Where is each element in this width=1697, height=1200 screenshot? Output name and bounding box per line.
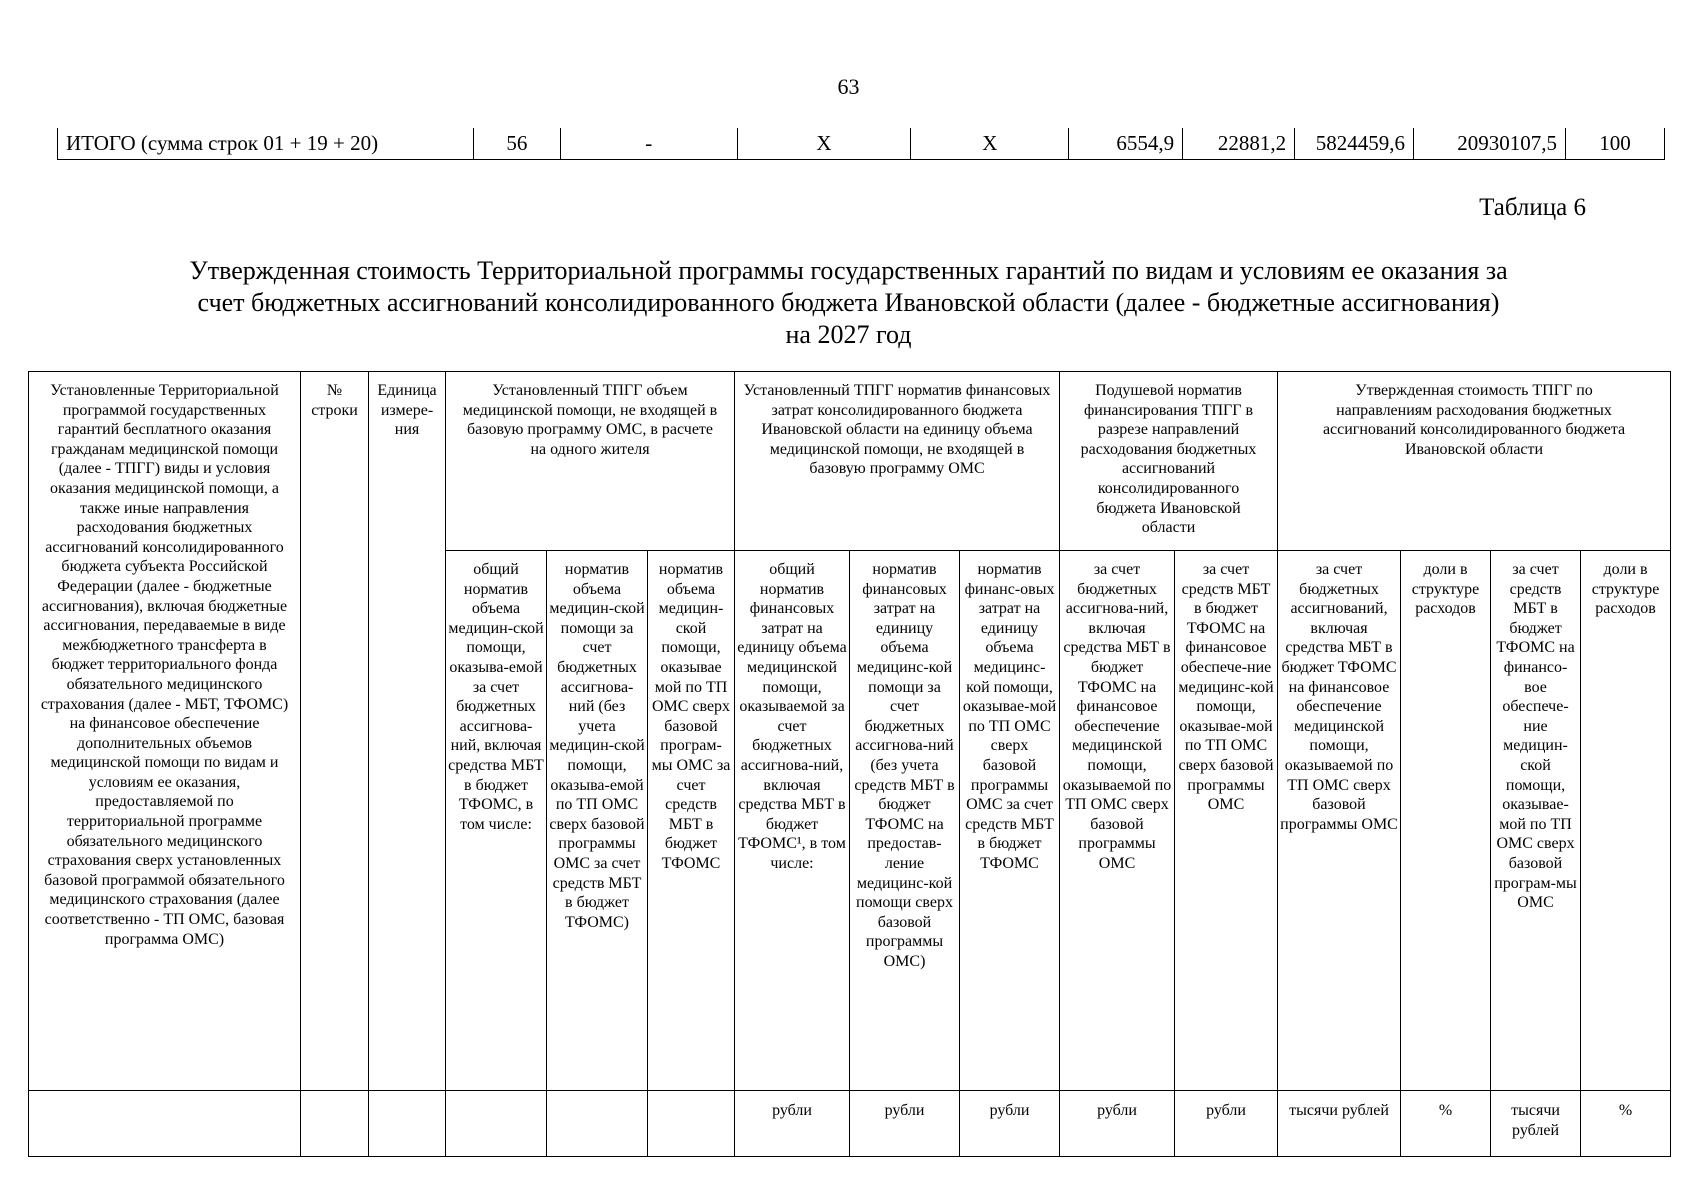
subheader-cell: за счет бюджетных ассигнований, включая средства МБТ в бюджет ТФОМС на финансовое обеспечение медицинской помощи, оказываемой по ТП ОМС сверх базовой программы ОМС [1278, 551, 1401, 1091]
units-row [29, 1091, 1671, 1157]
cost-table [28, 371, 1671, 1157]
total-cell: 100 [1565, 128, 1664, 160]
subheader-cell: норматив финансовых затрат на единицу объема медицинс-кой помощи за счет бюджетных ассигнова-ний (без учета средств МБТ в бюджет ТФОМС на предостав-ление медицинс-кой помощи сверх базовой программы ОМС) [850, 551, 960, 1091]
unit-cell: рубли [850, 1091, 960, 1157]
header-kinds-of-care: Установленные Территориальной программой государственных гарантий бесплатного оказания гражданам медицинской помощи (далее - ТПГГ) виды и условия оказания медицинской помощи, а также иные направления расходования бюджетных ассигнований консолидированного бюджета субъекта Российской Федерации (далее - бюджетные ассигнования), включая бюджетные ассигнования, передаваемые в виде межбюджетного трансферта в бюджет территориального фонда обязательного медицинского страхования (далее - МБТ, ТФОМС) на финансовое обеспечение дополнительных объемов медицинской помощи по видам и условиям ее оказания, предоставляемой по территориальной программе обязательного медицинского страхования сверх установленных базовой программой обязательного медицинского страхования (далее соответственно - ТП ОМС, базовая программа ОМС) [29, 372, 301, 1091]
table-title [60, 255, 1637, 351]
header-cost-norm: Установленный ТПГГ норматив финансовых затрат консолидированного бюджета Ивановской области на единицу объема медицинской помощи, не входящей в базовую программу ОМС [735, 372, 1060, 551]
unit-cell [446, 1091, 547, 1157]
subheader-cell: за счет бюджетных ассигнова-ний, включая средства МБТ в бюджет ТФОМС на финансовое обеспечение медицинской помощи, оказываемой по ТП ОМС сверх базовой программы ОМС [1060, 551, 1175, 1091]
subheader-cell: за счет средств МБТ в бюджет ТФОМС на финансовое обеспече-ние медицинс-кой помощи, оказывае-мой по ТП ОМС сверх базовой программы ОМС [1175, 551, 1278, 1091]
unit-cell: рубли [1060, 1091, 1175, 1157]
title-line: на 2027 год [785, 320, 912, 349]
total-cell: X [911, 128, 1069, 160]
total-cell: 5824459,6 [1295, 128, 1414, 160]
unit-cell [648, 1091, 735, 1157]
subheader-cell: общий норматив финансовых затрат на единицу объема медицинской помощи, оказываемой за счет бюджетных ассигнова-ний, включая средства МБТ в бюджет ТФОМС¹, в том числе: [735, 551, 850, 1091]
total-cell: 20930107,5 [1414, 128, 1566, 160]
subheader-cell: общий норматив объема медицин-ской помощи, оказыва-емой за счет бюджетных ассигнова-ний, включая средства МБТ в бюджет ТФОМС, в том числе: [446, 551, 547, 1091]
total-cell: X [737, 128, 911, 160]
unit-cell: тысячи рублей [1278, 1091, 1401, 1157]
header-unit: Единица измере-ния [369, 372, 446, 1091]
total-label: ИТОГО (сумма строк 01 + 19 + 20) [58, 128, 474, 160]
unit-cell: % [1401, 1091, 1491, 1157]
subheader-cell: доли в структуре расходов [1581, 551, 1671, 1091]
total-cell: - [560, 128, 737, 160]
unit-cell [369, 1091, 446, 1157]
header-approved-cost: Утвержденная стоимость ТПГГ по направлениям расходования бюджетных ассигнований консолидированного бюджета Ивановской области [1278, 372, 1671, 551]
unit-cell [301, 1091, 369, 1157]
header-row-groups [29, 372, 1671, 551]
total-cell: 6554,9 [1069, 128, 1183, 160]
table-number: Таблица 6 [1479, 194, 1586, 221]
unit-cell [547, 1091, 648, 1157]
total-row [58, 128, 1665, 160]
title-line: Утвержденная стоимость Территориальной программы государственных гарантий по видам и условиям ее оказания за [189, 256, 1508, 285]
subheader-cell: норматив финанс-овых затрат на единицу объема медицинс-кой помощи, оказывае-мой по ТП ОМС сверх базовой программы ОМС за счет средств МБТ в бюджет ТФОМС [960, 551, 1060, 1091]
total-cell: 56 [473, 128, 560, 160]
unit-cell: рубли [735, 1091, 850, 1157]
total-row-table [57, 128, 1665, 160]
subheader-cell: норматив объема медицин-ской помощи за счет бюджетных ассигнова-ний (без учета медицин-ской помощи, оказыва-емой по ТП ОМС сверх базовой программы ОМС за счет средств МБТ в бюджет ТФОМС) [547, 551, 648, 1091]
unit-cell: % [1581, 1091, 1671, 1157]
header-per-capita-norm: Подушевой норматив финансирования ТПГГ в разрезе направлений расходования бюджетных ассигнований консолидированного бюджета Ивановской области [1060, 372, 1278, 551]
title-line: счет бюджетных ассигнований консолидированного бюджета Ивановской области (далее - бюджетные ассигнования) [197, 288, 1500, 317]
subheader-cell: за счет средств МБТ в бюджет ТФОМС на финансо-вое обеспече-ние медицин-ской помощи, оказывае-мой по ТП ОМС сверх базовой програм-мы ОМС [1491, 551, 1581, 1091]
subheader-cell: доли в структуре расходов [1401, 551, 1491, 1091]
subheader-cell: норматив объема медицин-ской помощи, оказывае мой по ТП ОМС сверх базовой програм-мы ОМС за счет средств МБТ в бюджет ТФОМС [648, 551, 735, 1091]
unit-cell: тысячи рублей [1491, 1091, 1581, 1157]
unit-cell: рубли [960, 1091, 1060, 1157]
header-row-number: № строки [301, 372, 369, 1091]
unit-cell [29, 1091, 301, 1157]
unit-cell: рубли [1175, 1091, 1278, 1157]
total-cell: 22881,2 [1183, 128, 1295, 160]
page-number: 63 [837, 74, 860, 99]
header-volume-norm: Установленный ТПГГ объем медицинской помощи, не входящей в базовую программу ОМС, в расчете на одного жителя [446, 372, 735, 551]
